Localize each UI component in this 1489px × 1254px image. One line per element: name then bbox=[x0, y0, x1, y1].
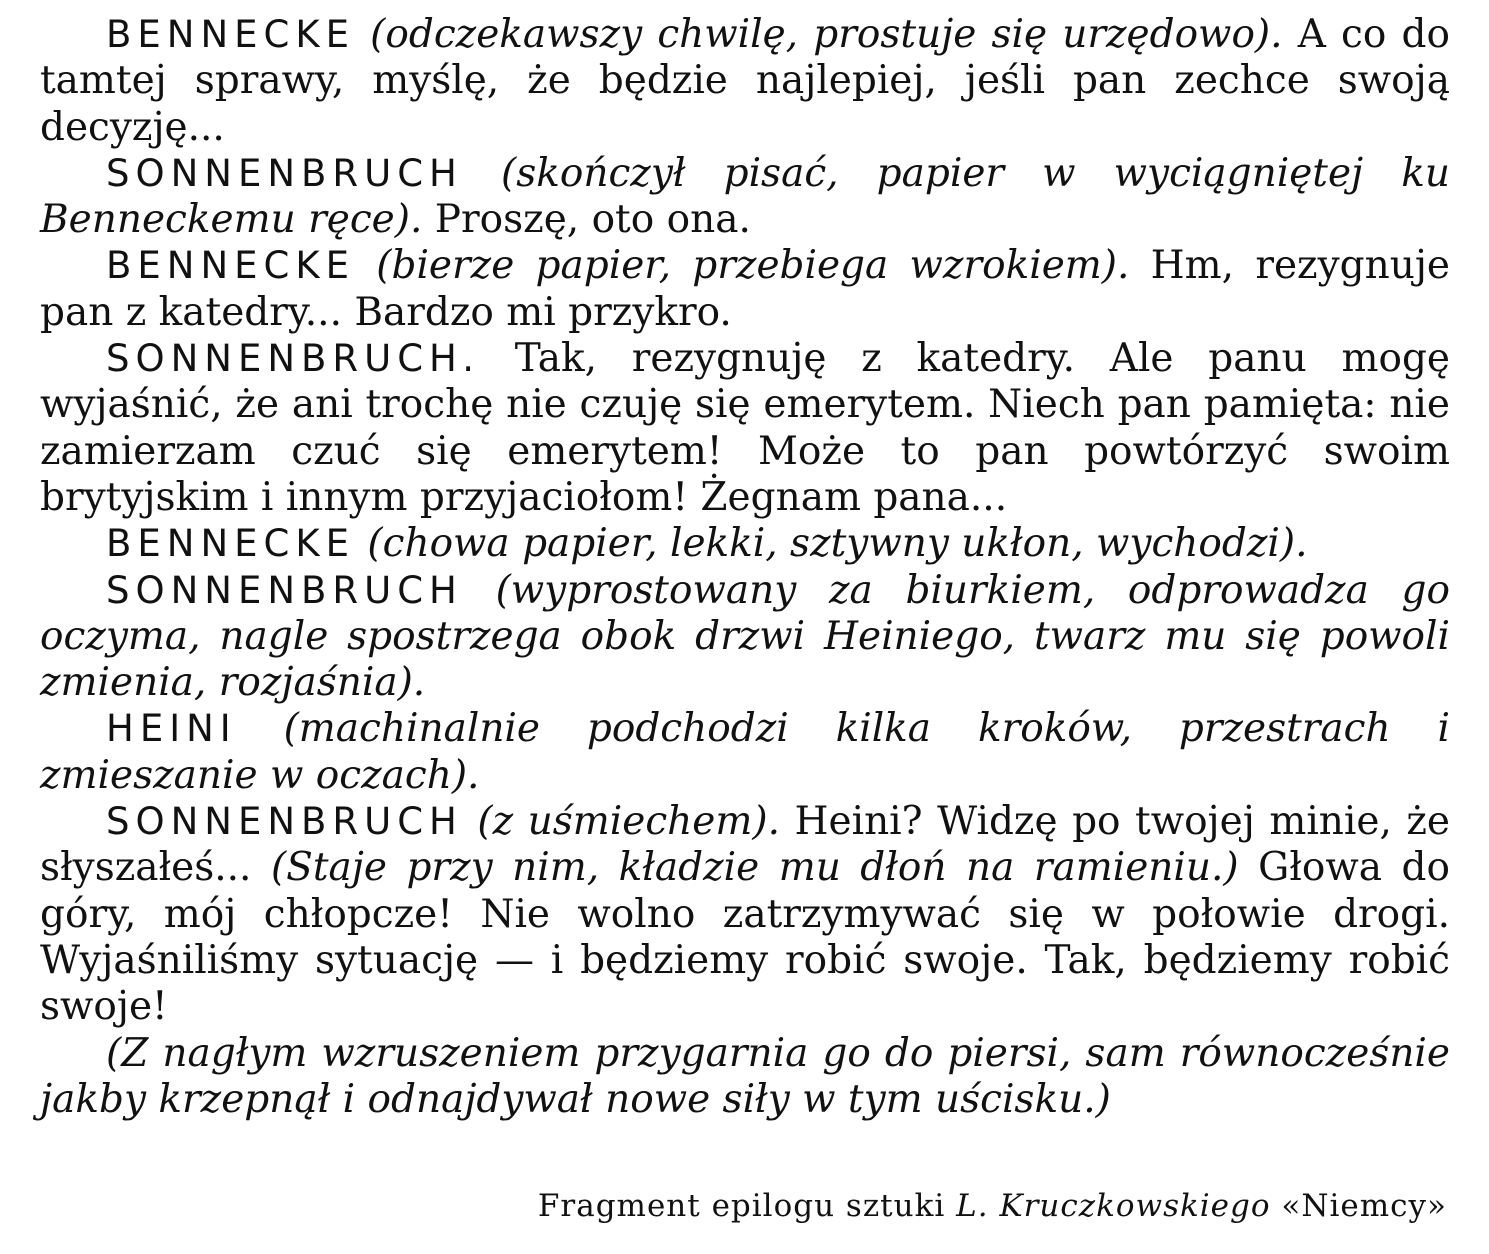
stage-direction: (wyprostowany za biurkiem, odprowadza go oczyma, nagle spostrzega obok drzwi Heiniego, twarz mu się powoli zmienia, rozjaśnia). bbox=[40, 567, 1450, 706]
source-citation bbox=[538, 1186, 1447, 1226]
stage-direction: (machinalnie podchodzi kilka kroków, przestrach i zmieszanie w oczach). bbox=[40, 706, 1450, 798]
dialogue-text: Heini? Widzę po twojej minie, że słyszałeś... bbox=[40, 799, 1451, 891]
stage-direction: (z uśmiechem). bbox=[477, 799, 780, 845]
speaker-name: HEINI bbox=[106, 707, 237, 751]
paragraph-8 bbox=[40, 799, 1450, 1030]
stage-direction: (skończył pisać, papier w wyciągniętej ku Benneckemu ręce). bbox=[40, 150, 1450, 243]
source-prefix: Fragment epilogu sztuki bbox=[537, 1188, 957, 1224]
paragraph-1 bbox=[40, 12, 1450, 151]
dialogue-text: Tak, rezygnuję z katedry. Ale panu mogę wyjaśnić, że ani trochę nie czuję się emerytem. Niech pan pamięta: nie zamierzam czuć się emerytem! Może to pan powtórzyć swoim brytyjskim i innym przyjaciołom! Żegnam pana... bbox=[40, 336, 1450, 520]
paragraph-3 bbox=[40, 243, 1450, 336]
source-title: «Niemcy» bbox=[1270, 1188, 1447, 1224]
dialogue-text: Proszę, oto ona. bbox=[422, 197, 751, 243]
paragraph-6 bbox=[40, 568, 1450, 707]
dialogue-text: A co do tamtej sprawy, myślę, że będzie najlepiej, jeśli pan zechce swoją decyzję... bbox=[40, 12, 1450, 150]
paragraph-2 bbox=[40, 151, 1450, 244]
source-author: L. Kruczkowskiego bbox=[956, 1188, 1271, 1224]
speaker-name: SONNENBRUCH bbox=[106, 151, 463, 195]
play-excerpt bbox=[40, 12, 1450, 1123]
dialogue-text: Hm, rezygnuje pan z katedry... Bardzo mi przykro. bbox=[40, 243, 1450, 335]
paragraph-7 bbox=[40, 706, 1450, 799]
paragraph-4 bbox=[40, 336, 1450, 521]
stage-direction: (bierze papier, przebiega wzrokiem). bbox=[376, 243, 1130, 289]
speaker-name: BENNECKE bbox=[106, 13, 355, 56]
paragraph-9 bbox=[40, 1031, 1450, 1124]
stage-direction: (Staje przy nim, kładzie mu dłoń na ramieniu.) bbox=[270, 845, 1239, 891]
speaker-name: SONNENBRUCH bbox=[106, 568, 463, 612]
speaker-name: BENNECKE bbox=[106, 244, 355, 288]
dialogue-text: Głowa do góry, mój chłopcze! Nie wolno zatrzymywać się w połowie drogi. Wyjaśniliśmy sytuację — i będziemy robić swoje. Tak, będziemy robić swoje! bbox=[40, 845, 1450, 1030]
speaker-name: SONNENBRUCH. bbox=[106, 337, 480, 381]
stage-direction: (odczekawszy chwilę, prostuje się urzędowo). bbox=[370, 12, 1283, 57]
paragraph-5 bbox=[40, 521, 1450, 567]
speaker-name: SONNENBRUCH bbox=[106, 800, 463, 844]
stage-direction: (chowa papier, lekki, sztywny ukłon, wychodzi). bbox=[367, 521, 1308, 567]
stage-direction: (Z nagłym wzruszeniem przygarnia go do piersi, sam równocześnie jakby krzepnął i odnajdywał nowe siły w tym uścisku.) bbox=[40, 1030, 1450, 1122]
speaker-name: BENNECKE bbox=[106, 522, 355, 566]
